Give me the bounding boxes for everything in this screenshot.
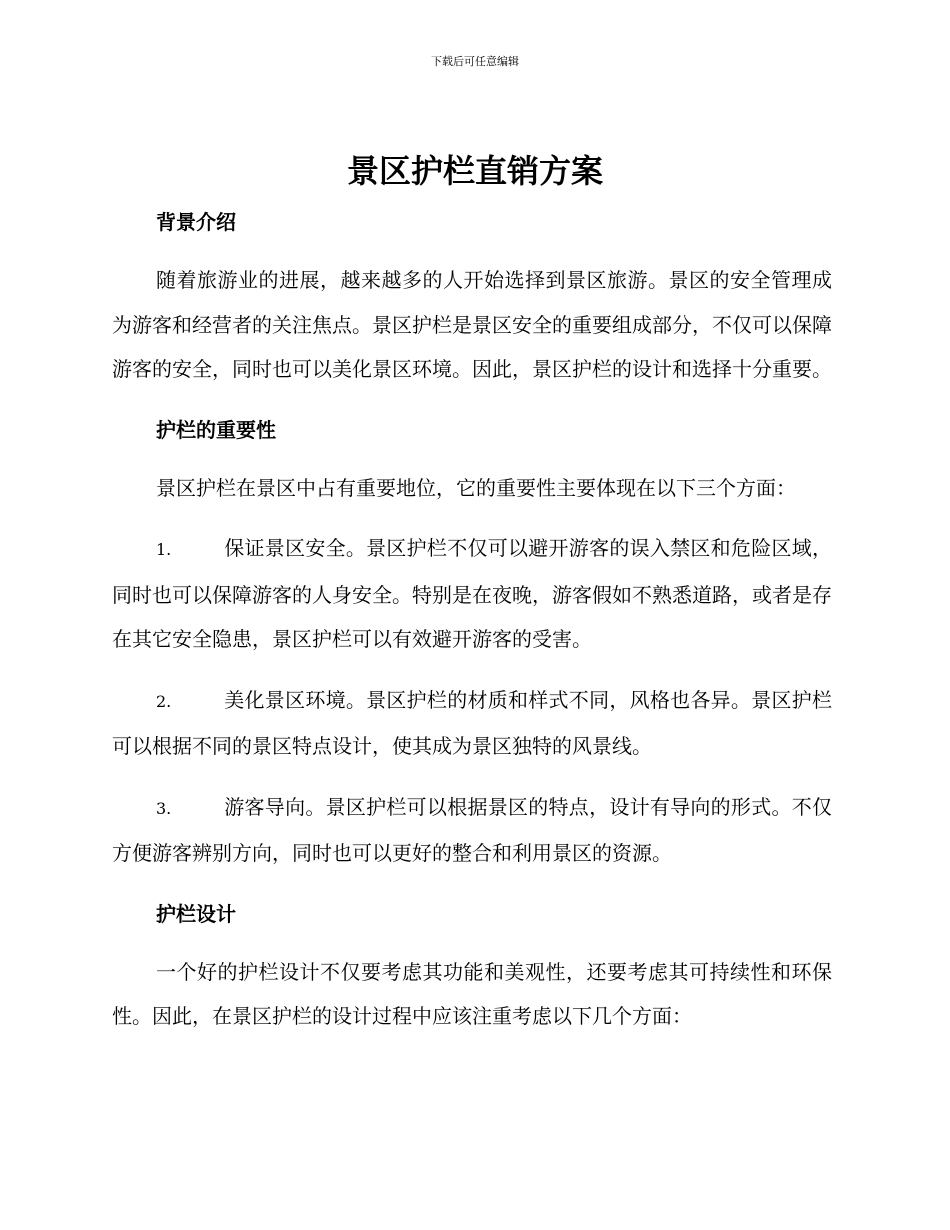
document-title: 景区护栏直销方案: [346, 152, 603, 190]
list-number: 2.: [156, 691, 172, 711]
background-paragraph: 随着旅游业的进展，越来越多的人开始选择到景区旅游。景区的安全管理成为游客和经营者的关注焦点。景区护栏是景区安全的重要组成部分，不仅可以保障游客的安全，同时也可以美化景区环境。因此，景区护栏的设计和选择十分重要。: [112, 268, 832, 381]
list-number: 3.: [156, 798, 172, 818]
list-item-text: 美化景区环境。景区护栏的材质和样式不同，风格也各异。景区护栏可以根据不同的景区特点设计，使其成为景区独特的风景线。: [112, 687, 832, 758]
section-heading-design: 护栏设计: [156, 901, 236, 926]
list-item-text: 游客导向。景区护栏可以根据景区的特点，设计有导向的形式。不仅方便游客辨别方向，同时也可以更好的整合和利用景区的资源。: [112, 794, 832, 865]
list-item: [112, 526, 832, 662]
importance-paragraph: 景区护栏在景区中占有重要地位，它的重要性主要体现在以下三个方面：: [156, 475, 796, 500]
section-heading-background: 背景介绍: [156, 210, 236, 234]
section-heading-importance: 护栏的重要性: [156, 417, 276, 442]
list-item: [112, 785, 832, 876]
list-item: [112, 678, 832, 769]
design-paragraph: 一个好的护栏设计不仅要考虑其功能和美观性，还要考虑其可持续性和环保性。因此，在景区护栏的设计过程中应该注重考虑以下几个方面：: [112, 959, 832, 1028]
header-note: 下载后可任意编辑: [431, 55, 519, 68]
list-number: 1.: [156, 540, 172, 559]
list-item-text: 保证景区安全。景区护栏不仅可以避开游客的误入禁区和危险区域，同时也可以保障游客的人身安全。特别是在夜晚，游客假如不熟悉道路，或者是存在其它安全隐患，景区护栏可以有效避开游客的受害。: [112, 536, 832, 651]
document-body: [112, 200, 832, 1055]
